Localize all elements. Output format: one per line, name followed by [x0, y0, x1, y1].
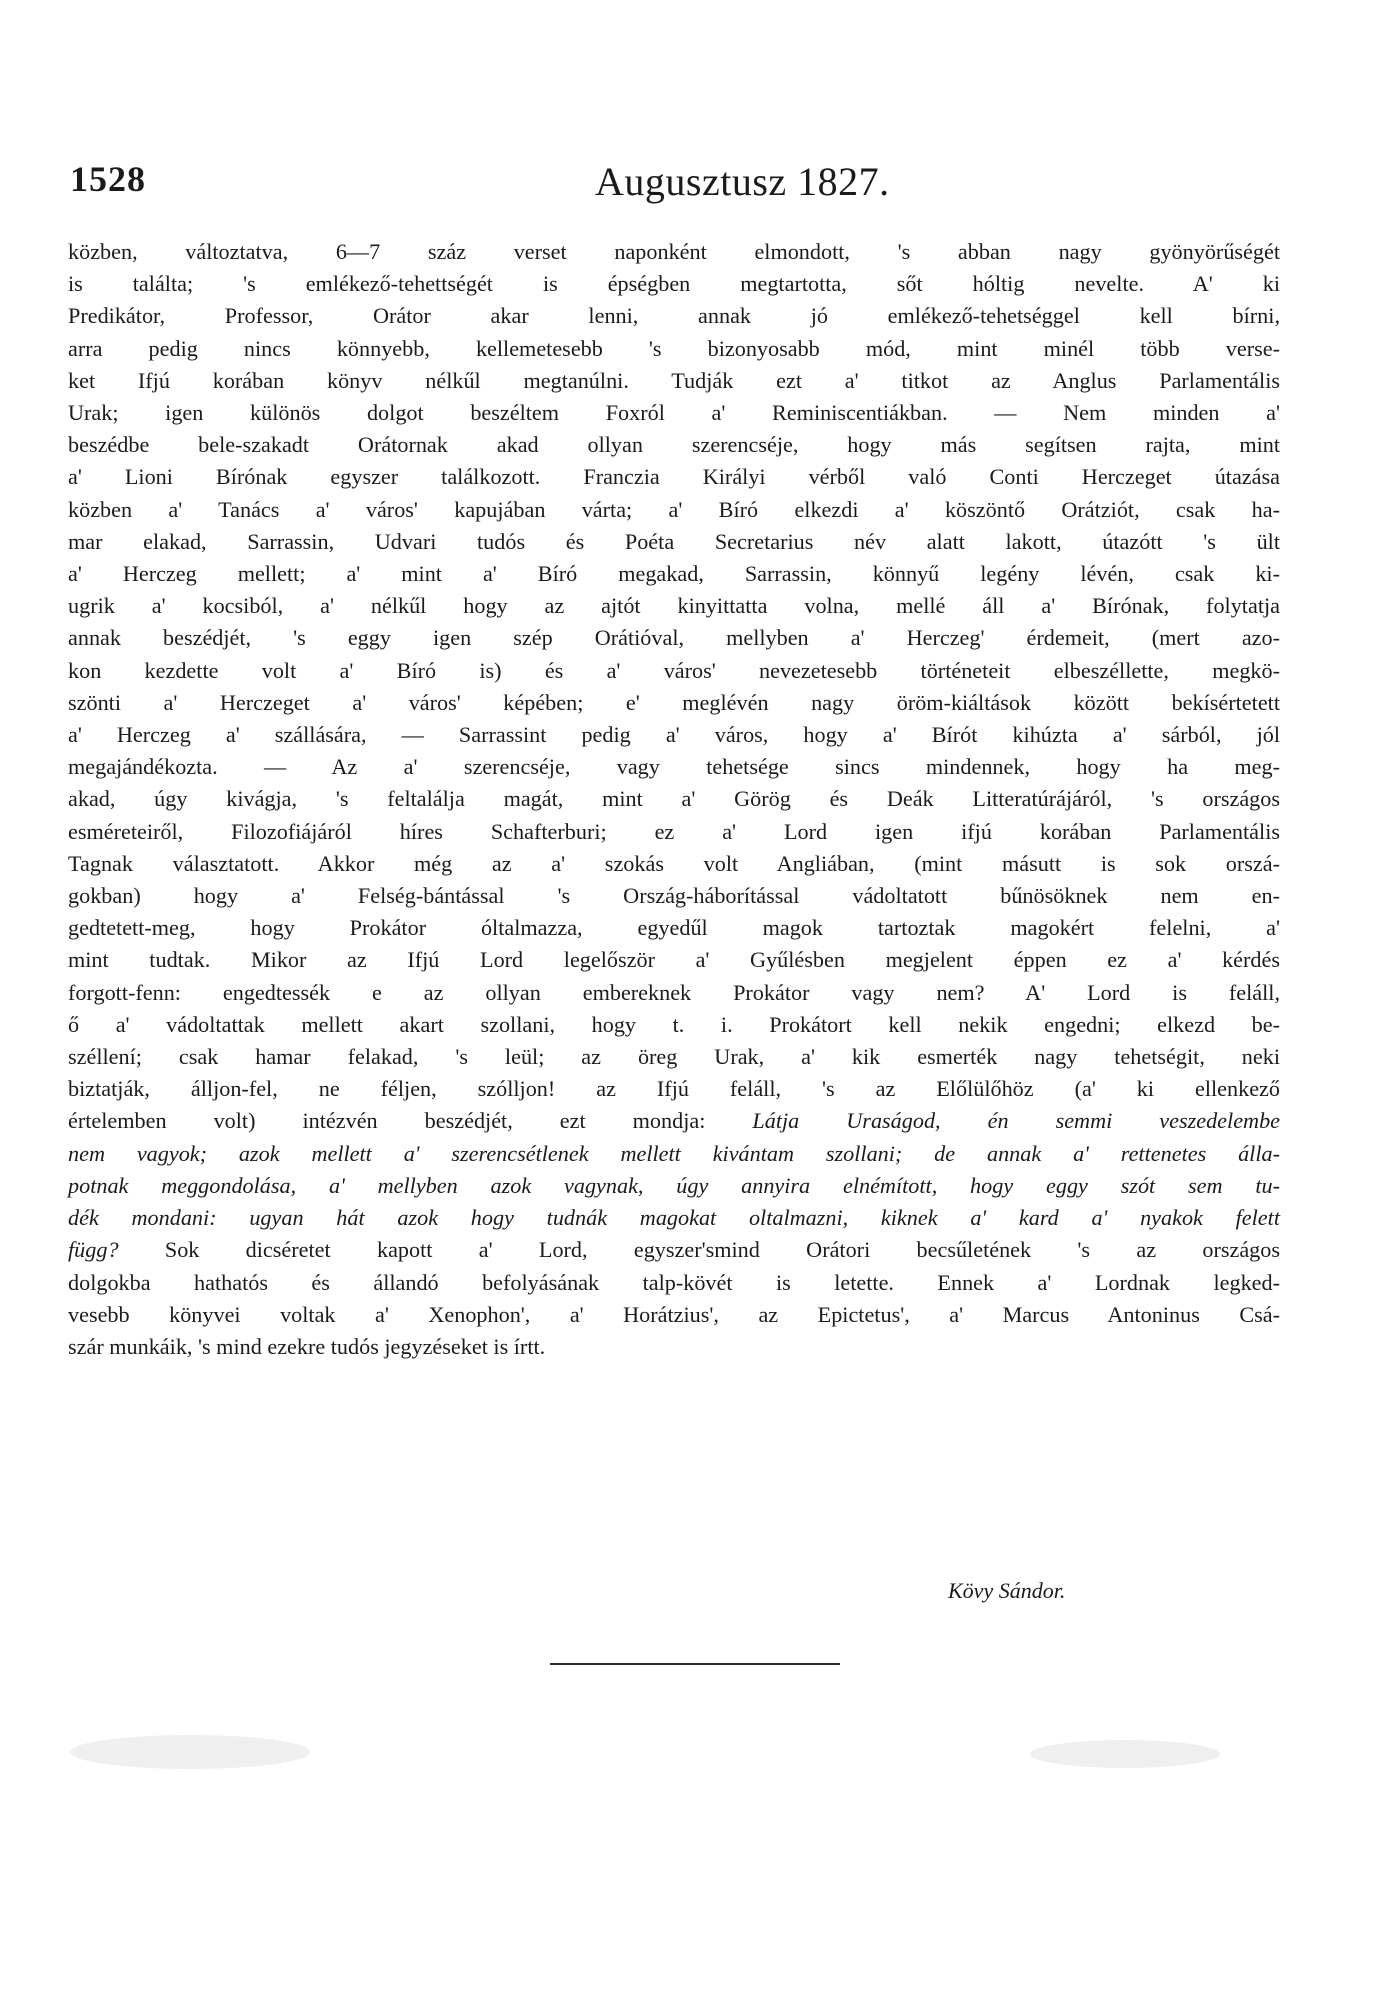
body-text — [68, 236, 1280, 1363]
text-line: megajándékozta. — Az a' szerencséje, vagy tehetsége sincs mindennek, hogy ha meg- — [68, 754, 1280, 780]
text-line: arra pedig nincs könnyebb, kellemetesebb 's bizonyosabb mód, mint minél több verse- — [68, 335, 1280, 361]
text-line: közben a' Tanács a' város' kapujában várta; a' Bíró elkezdi a' köszöntő Orátziót, csak ha- — [68, 496, 1280, 522]
text-line: ket Ifjú korában könyv nélkűl megtanúlni. Tudják ezt a' titkot az Anglus Parlamentális — [68, 367, 1280, 393]
text-line: akad, úgy kivágja, 's feltalálja magát, mint a' Görög és Deák Litteratúrájáról, 's országos — [68, 786, 1280, 812]
text-line: vesebb könyvei voltak a' Xenophon', a' Horátzius', az Epictetus', a' Marcus Antoninus Csá- — [68, 1301, 1280, 1327]
text-line: függ? Sok dicséretet kapott a' Lord, egyszer'smind Orátori becsűletének 's az országos — [68, 1237, 1280, 1263]
page-number: 1528 — [70, 159, 146, 199]
text-line: a' Herczeg a' szállására, — Sarrassint pedig a' város, hogy a' Bírót kihúzta a' sárból, jól — [68, 722, 1280, 748]
text-line: a' Lioni Bírónak egyszer találkozott. Franczia Királyi vérből való Conti Herczeget útazása — [68, 464, 1280, 490]
text-line: széllení; csak hamar felakad, 's leül; az öreg Urak, a' kik esmerték nagy tehetségit, neki — [68, 1044, 1280, 1070]
text-line: gokban) hogy a' Felség-bántással 's Ország-háborítással vádoltatott bűnösöknek nem en- — [68, 883, 1280, 909]
text-line: a' Herczeg mellett; a' mint a' Bíró megakad, Sarrassin, könnyű legény lévén, csak ki- — [68, 561, 1280, 587]
author-signature: Kövy Sándor. — [948, 1578, 1066, 1603]
page-header — [70, 158, 1280, 218]
text-line: biztatják, álljon-fel, ne féljen, szólljon! az Ifjú feláll, 's az Előlülőhöz (a' ki ellenkező — [68, 1076, 1280, 1102]
text-line: is találta; 's emlékező-tehettségét is épségben megtartotta, sőt hóltig nevelte. A' ki — [68, 271, 1280, 297]
text-line: dolgokba hathatós és állandó befolyásának talp-kövét is letette. Ennek a' Lordnak legked- — [68, 1269, 1280, 1295]
text-line: Urak; igen különös dolgot beszéltem Foxról a' Reminiscentiákban. — Nem minden a' — [68, 400, 1280, 426]
text-line: szár munkáik, 's mind ezekre tudós jegyzéseket is írtt. — [68, 1333, 546, 1359]
text-line: dék mondani: ugyan hát azok hogy tudnák magokat oltalmazni, kiknek a' kard a' nyakok felett — [68, 1205, 1280, 1231]
text-line: forgott-fenn: engedtessék e az ollyan embereknek Prokátor vagy nem? A' Lord is feláll, — [68, 979, 1280, 1005]
text-line: Predikátor, Professor, Orátor akar lenni, annak jó emlékező-tehetséggel kell bírni, — [68, 303, 1280, 329]
text-line: nem vagyok; azok mellett a' szerencsétlenek mellett kivántam szollani; de annak a' rettenetes álla- — [68, 1140, 1280, 1166]
text-line: Tagnak választatott. Akkor még az a' szokás volt Angliában, (mint másutt is sok orszá- — [68, 850, 1280, 876]
text-line: gedtetett-meg, hogy Prokátor óltalmazza, egyedűl magok tartoztak magokért felelni, a' — [68, 915, 1280, 941]
closing-rule — [550, 1663, 840, 1665]
scan-smudge — [1030, 1740, 1220, 1768]
text-line: kon kezdette volt a' Bíró is) és a' város' nevezetesebb történeteit elbeszéllette, megkö- — [68, 657, 1280, 683]
text-line: potnak meggondolása, a' mellyben azok vagynak, úgy annyira elnémított, hogy eggy szót sem tu- — [68, 1172, 1280, 1198]
text-line: mint tudtak. Mikor az Ifjú Lord legelőször a' Gyűlésben megjelent éppen ez a' kérdés — [68, 947, 1280, 973]
scan-smudge — [70, 1735, 310, 1769]
text-line: szönti a' Herczeget a' város' képében; e' meglévén nagy öröm-kiáltások között bekísértetett — [68, 689, 1280, 715]
running-title: Augusztusz 1827. — [595, 159, 890, 204]
text-line: esméreteiről, Filozofiájáról híres Schafterburi; ez a' Lord igen ifjú korában Parlamentális — [68, 818, 1280, 844]
text-line: ő a' vádoltattak mellett akart szollani, hogy t. i. Prokátort kell nekik engedni; elkezd be- — [68, 1011, 1280, 1037]
text-line: közben, változtatva, 6—7 száz verset naponként elmondott, 's abban nagy gyönyörűségét — [68, 239, 1280, 264]
text-line: értelemben volt) intézvén beszédjét, ezt mondja: Látja Uraságod, én semmi veszedelembe — [68, 1108, 1281, 1134]
text-line: annak beszédjét, 's eggy igen szép Orátióval, mellyben a' Herczeg' érdemeit, (mert azo- — [68, 625, 1280, 651]
text-line: beszédbe bele-szakadt Orátornak akad ollyan szerencséje, hogy más segítsen rajta, mint — [68, 432, 1280, 458]
text-line: ugrik a' kocsiból, a' nélkűl hogy az ajtót kinyittatta volna, mellé áll a' Bírónak, folytatja — [68, 593, 1280, 619]
text-line: mar elakad, Sarrassin, Udvari tudós és Poéta Secretarius név alatt lakott, útazótt 's ült — [68, 528, 1280, 554]
